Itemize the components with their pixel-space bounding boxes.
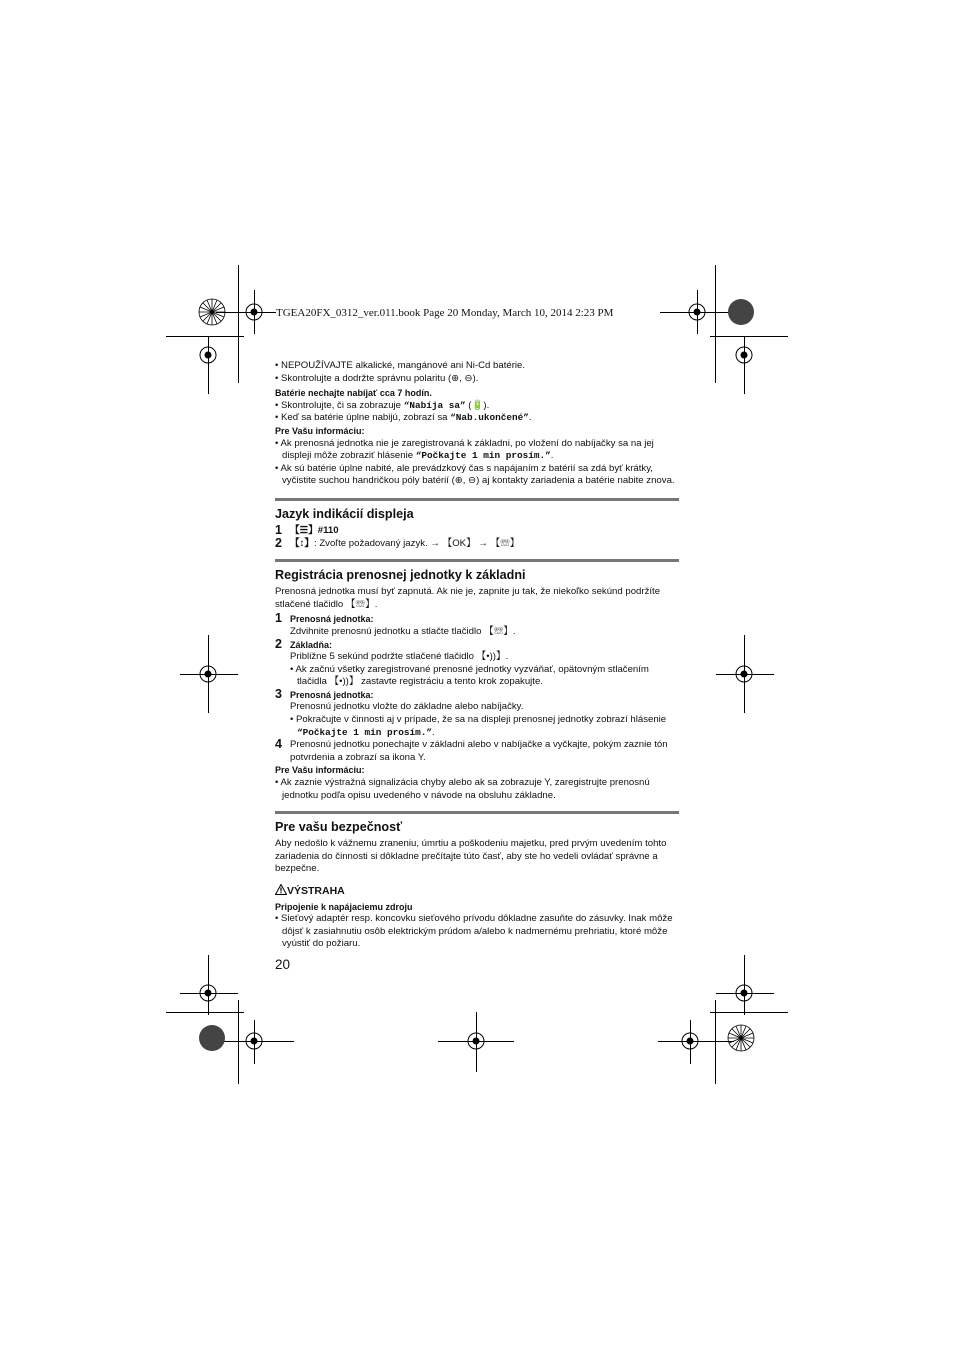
- step-number: 4: [275, 737, 282, 752]
- subheading: Pripojenie k napájaciemu zdroju: [275, 901, 413, 912]
- step-number: 2: [275, 535, 282, 550]
- step: [275, 636, 679, 689]
- section-intro: Aby nedošlo k vážnemu zraneniu, úmrtiu a poškodeniu majetku, pred prvým uvedením tohto zariadenia do činnosti si dôkladne prečítajte túto časť, aby ste ho vedeli ovládať správne a bezpečne.: [275, 838, 667, 875]
- file-info-header: TGEA20FX_0312_ver.011.book Page 20 Monday, March 10, 2014 2:23 PM: [276, 307, 614, 319]
- step-number: 1: [275, 611, 282, 626]
- safety-section: [275, 811, 679, 951]
- step-text: : Zvoľte požadovaný jazyk. → 【OK】 → 【☏】: [313, 537, 520, 549]
- page-number: 20: [275, 956, 291, 972]
- charge-heading: Batérie nechajte nabíjať cca 7 hodín.: [275, 388, 432, 399]
- step-number: 2: [275, 636, 282, 651]
- step: [275, 522, 679, 538]
- step-text: Približne 5 sekúnd podržte stlačené tlačidlo 【•))】.: [290, 651, 509, 663]
- page-content: [275, 360, 679, 972]
- step-text: Prenosnú jednotku ponechajte v základni alebo v nabíjačke a vyčkajte, pokým zaznie tón potvrdenia a zobrazí sa ikona Y.: [290, 739, 668, 763]
- section-title: Pre vašu bezpečnosť: [275, 820, 403, 835]
- warning-heading: VÝSTRAHA: [275, 884, 679, 898]
- intro-bullet: • Keď sa batérie úplne nabijú, zobrazí sa “Nab.ukončené”.: [275, 412, 679, 425]
- info-heading: Pre Vašu informáciu:: [275, 765, 365, 776]
- language-section: [275, 498, 679, 550]
- info-heading: Pre Vašu informáciu:: [275, 425, 365, 436]
- step: [275, 739, 679, 764]
- step-number: 1: [275, 522, 282, 537]
- safety-bullet: • Sieťový adaptér resp. koncovku sieťového prívodu dôkladne zasuňte do zásuvky. Inak môže dôjsť k zasiahnutiu osôb elektrickým prúdom a/alebo k nadmernému prehriatiu, ktoré môže vyústiť do požiaru.: [275, 913, 679, 951]
- step-text: Prenosnú jednotku vložte do základne alebo nabíjačky.: [290, 701, 524, 713]
- step-label: Prenosná jednotka:: [290, 689, 374, 700]
- key-sequence: 【☰】#110: [290, 524, 339, 536]
- registration-section: [275, 559, 679, 802]
- step-bullet: • Pokračujte v činnosti aj v prípade, že sa na displeji prenosnej jednotky zobrazí hlásenie “Počkajte 1 min prosím.”.: [290, 714, 679, 739]
- intro-bullet: • Skontrolujte a dodržte správnu polaritu (⊕, ⊖).: [275, 373, 679, 386]
- intro-bullet: • Ak prenosná jednotka nie je zaregistrovaná k základni, po vložení do nabíjačky sa na jej displeji môže zobraziť hlásenie “Počkajte 1 min prosím.”.: [275, 438, 679, 463]
- section-title: Jazyk indikácií displeja: [275, 506, 414, 521]
- step-text: Zdvihnite prenosnú jednotku a stlačte tlačidlo 【☏】.: [290, 625, 516, 637]
- step: [275, 613, 679, 638]
- step: [275, 535, 679, 551]
- step-bullet: • Ak začnú všetky zaregistrované prenosné jednotky vyzváňať, opätovným stlačením tlačidla 【•))】 zastavte registráciu a tento krok zopakujte.: [290, 664, 679, 689]
- step: [275, 686, 679, 739]
- warning-triangle-icon: [275, 884, 287, 895]
- section-title: Registrácia prenosnej jednotky k základni: [275, 568, 526, 583]
- key-label: 【↕】: [290, 537, 314, 549]
- intro-bullet: • NEPOUŽÍVAJTE alkalické, mangánové ani Ni-Cd batérie.: [275, 360, 679, 373]
- info-bullet: • Ak zaznie výstražná signalizácia chyby alebo ak sa zobrazuje Y, zaregistrujte prenosnú jednotku podľa opisu uvedeného v návode na obsluhu základne.: [275, 777, 679, 802]
- intro-bullet: • Ak sú batérie úplne nabité, ale prevádzkový čas s napájaním z batérií sa zdá byť krátky, vyčistite suchou handričkou póly batérií (⊕, ⊖) aj kontakty zariadenia a batérie nabite znova.: [275, 463, 679, 488]
- step-label: Základňa:: [290, 639, 333, 650]
- intro-bullet: • Skontrolujte, či sa zobrazuje “Nabíja sa” (🔋).: [275, 400, 679, 413]
- step-number: 3: [275, 686, 282, 701]
- step-label: Prenosná jednotka:: [290, 614, 374, 625]
- section-intro: Prenosná jednotka musí byť zapnutá. Ak nie je, zapnite ju tak, že niekoľko sekúnd podržíte stlačené tlačidlo 【☏】.: [275, 586, 661, 610]
